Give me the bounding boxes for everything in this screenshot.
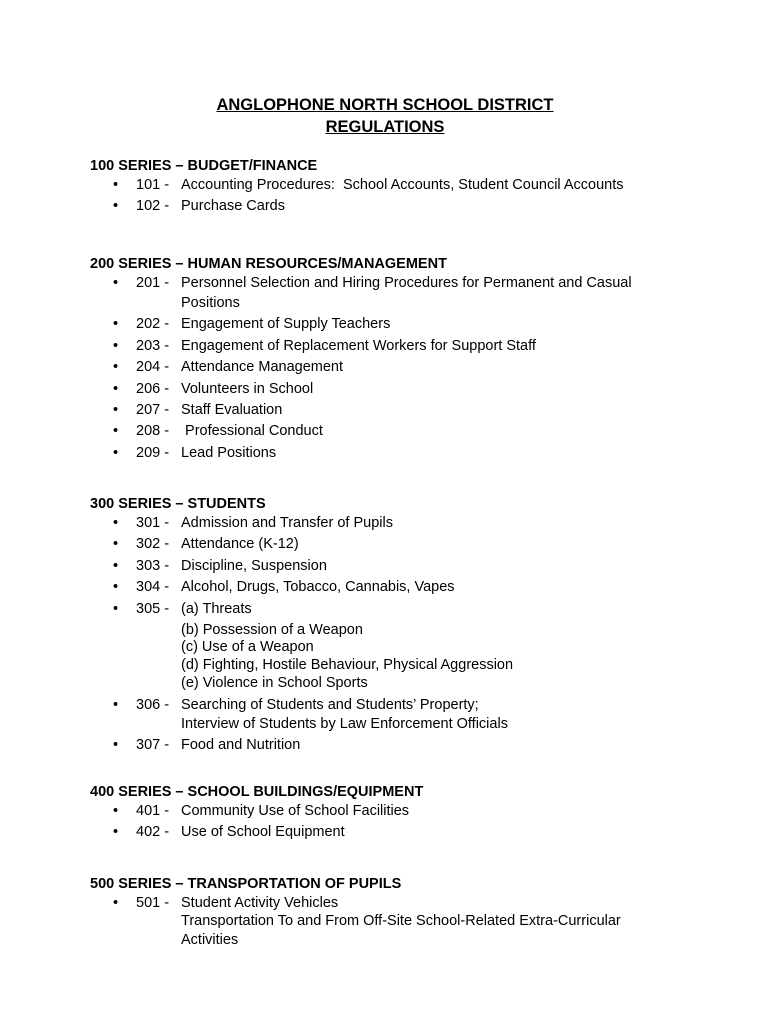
regulation-number: 202 -	[136, 316, 170, 333]
regulation-number: 306 -	[136, 696, 170, 713]
regulation-title-continued: (d) Fighting, Hostile Behaviour, Physical Aggression	[181, 657, 514, 674]
regulation-title-continued: Activities	[181, 932, 239, 948]
bullet-icon: •	[113, 380, 119, 397]
regulation-title-continued: Positions	[181, 295, 240, 311]
regulation-title: Engagement of Replacement Workers for Support Staff	[181, 337, 536, 354]
regulation-title: Lead Positions	[181, 444, 277, 461]
regulation-title: Discipline, Suspension	[181, 557, 327, 574]
regulation-number: 206 -	[136, 380, 170, 397]
regulation-title: Volunteers in School	[181, 380, 314, 397]
bullet-icon: •	[113, 824, 119, 841]
regulation-title: Searching of Students and Students’ Property;	[181, 696, 479, 713]
bullet-icon: •	[113, 402, 119, 418]
bullet-icon: •	[113, 275, 119, 291]
regulation-number: 208 -	[136, 423, 170, 440]
page-title-line1: ANGLOPHONE NORTH SCHOOL DISTRICT	[216, 96, 554, 114]
regulation-number: 304 -	[136, 579, 170, 596]
regulation-title-continued: Transportation To and From Off-Site School-Related Extra-Curricular	[181, 913, 621, 929]
bullet-icon: •	[113, 423, 119, 440]
regulation-title: Food and Nutrition	[181, 736, 301, 753]
regulation-number: 101 -	[136, 177, 170, 193]
regulation-title: Attendance (K-12)	[181, 536, 299, 553]
regulation-number: 305 -	[136, 600, 170, 617]
regulation-title-continued: (c) Use of a Weapon	[181, 639, 314, 656]
bullet-icon: •	[113, 515, 119, 531]
regulation-title-continued: (b) Possession of a Weapon	[181, 621, 363, 638]
regulation-number: 402 -	[136, 824, 170, 841]
regulation-title: Admission and Transfer of Pupils	[181, 515, 393, 531]
regulation-title: Staff Evaluation	[181, 402, 283, 418]
regulation-number: 307 -	[136, 736, 170, 753]
bullet-icon: •	[113, 895, 119, 911]
bullet-icon: •	[113, 177, 119, 193]
regulation-number: 302 -	[136, 536, 170, 553]
series-heading: 100 SERIES – BUDGET/FINANCE	[90, 158, 318, 174]
regulation-number: 209 -	[136, 444, 170, 461]
regulation-number: 102 -	[136, 198, 170, 215]
regulation-title-continued: (e) Violence in School Sports	[181, 675, 368, 692]
series-heading: 200 SERIES – HUMAN RESOURCES/MANAGEMENT	[90, 256, 447, 272]
regulation-title: Use of School Equipment	[181, 824, 345, 841]
regulation-title: Engagement of Supply Teachers	[181, 316, 391, 333]
bullet-icon: •	[113, 444, 119, 461]
series-heading: 400 SERIES – SCHOOL BUILDINGS/EQUIPMENT	[90, 784, 424, 800]
bullet-icon: •	[113, 803, 119, 819]
regulation-number: 207 -	[136, 402, 170, 418]
regulation-title: Alcohol, Drugs, Tobacco, Cannabis, Vapes	[181, 579, 455, 596]
regulation-title-continued: Interview of Students by Law Enforcement Officials	[181, 715, 508, 732]
regulation-title: Student Activity Vehicles	[181, 895, 339, 911]
page-title-line2: REGULATIONS	[325, 118, 445, 136]
bullet-icon: •	[113, 557, 119, 574]
bullet-icon: •	[113, 359, 119, 376]
bullet-icon: •	[113, 337, 119, 354]
bullet-icon: •	[113, 736, 119, 753]
bullet-icon: •	[113, 316, 119, 333]
regulation-title: Professional Conduct	[181, 423, 323, 440]
series-heading: 300 SERIES – STUDENTS	[90, 496, 266, 512]
regulation-title: Accounting Procedures: School Accounts, Student Council Accounts	[181, 177, 624, 193]
bullet-icon: •	[113, 579, 119, 596]
regulation-number: 401 -	[136, 803, 170, 819]
regulation-title: Attendance Management	[181, 359, 344, 376]
regulation-number: 301 -	[136, 515, 170, 531]
regulation-title: Purchase Cards	[181, 198, 285, 215]
regulation-number: 201 -	[136, 275, 170, 291]
series-heading: 500 SERIES – TRANSPORTATION OF PUPILS	[90, 876, 402, 892]
bullet-icon: •	[113, 536, 119, 553]
regulation-number: 204 -	[136, 359, 170, 376]
regulation-title: Community Use of School Facilities	[181, 803, 410, 819]
regulation-number: 203 -	[136, 337, 170, 354]
bullet-icon: •	[113, 600, 119, 617]
regulation-title: (a) Threats	[181, 600, 252, 617]
bullet-icon: •	[113, 198, 119, 215]
bullet-icon: •	[113, 696, 119, 713]
regulation-number: 303 -	[136, 557, 170, 574]
regulation-title: Personnel Selection and Hiring Procedures for Permanent and Casual	[181, 275, 632, 291]
regulation-number: 501 -	[136, 895, 170, 911]
